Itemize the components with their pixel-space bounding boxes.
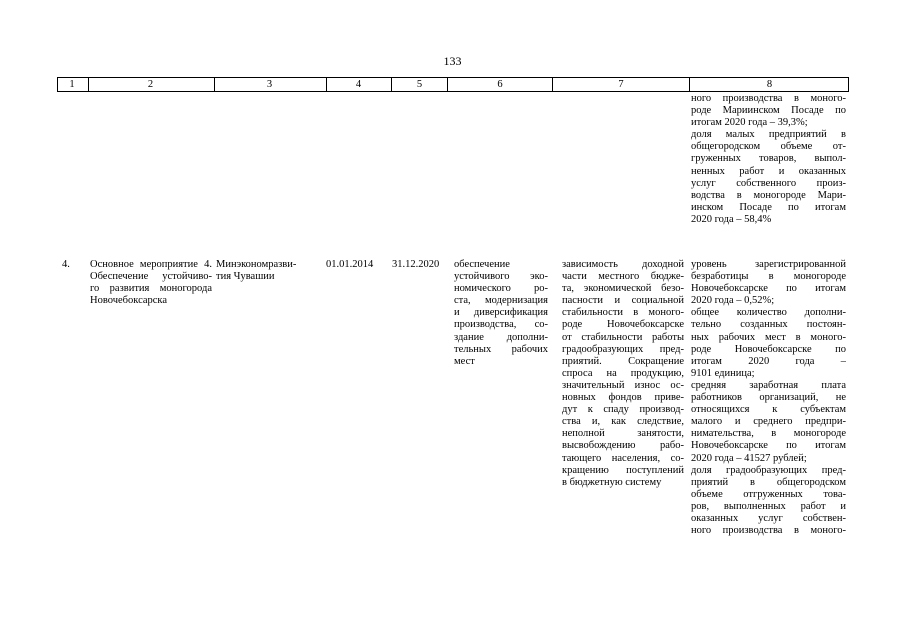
continued-col8-text: [691, 93, 846, 226]
text-line: ста, модернизация: [454, 295, 548, 307]
text-line: тельно созданных постоян-: [691, 319, 846, 331]
text-line: новных фондов приве-: [562, 392, 684, 404]
text-line: градообразующих пред-: [562, 343, 684, 355]
row-number: 4.: [62, 259, 70, 270]
header-col-5: 5: [416, 79, 423, 90]
text-line: го развития моногорода: [90, 283, 212, 295]
text-line: общее количество дополни-: [691, 307, 846, 319]
text-line: доля малых предприятий в: [691, 129, 846, 141]
text-line: мест: [454, 355, 475, 367]
text-line: значительный износ ос-: [562, 379, 684, 391]
header-divider: [848, 77, 849, 91]
text-line: роде Новочебоксарске: [562, 319, 684, 331]
end-date: 31.12.2020: [392, 259, 440, 270]
page-number: 133: [443, 54, 462, 68]
text-line: средняя заработная плата: [691, 379, 846, 391]
text-line: ного производства в моного-: [691, 93, 846, 104]
text-line: работников организаций, не: [691, 392, 846, 404]
text-line: безработицы в моногороде: [691, 271, 846, 283]
header-col-4: 4: [355, 79, 362, 90]
text-line: Основное мероприятие 4.: [90, 259, 212, 270]
header-divider: [689, 77, 690, 91]
header-col-6: 6: [497, 79, 503, 90]
header-col-7: 7: [618, 79, 624, 90]
text-line: спроса на продукцию,: [562, 367, 684, 379]
text-line: пасности и социальной: [562, 295, 684, 307]
text-line: Новочебоксарска: [90, 295, 168, 307]
expected-result: [454, 259, 548, 368]
text-line: дут к спаду производ-: [562, 404, 684, 416]
text-line: та, экономической безо-: [562, 283, 684, 295]
text-line: нимательства, в моногороде: [691, 428, 846, 440]
header-divider: [391, 77, 392, 91]
header-col-8: 8: [766, 79, 773, 90]
text-line: зависимость доходной: [562, 259, 684, 270]
text-line: высвобождению рабо-: [562, 440, 684, 452]
header-col-1: 1: [69, 79, 75, 90]
text-line: ных рабочих мест в моного-: [691, 331, 846, 343]
text-line: общегородском объеме от-: [691, 141, 846, 153]
header-divider: [326, 77, 327, 91]
header-divider: [88, 77, 89, 91]
text-line: 2020 года – 41527 рублей;: [691, 452, 807, 464]
text-line: Минэкономразви-: [216, 259, 297, 270]
text-line: тия Чувашии: [216, 271, 275, 283]
text-line: ства и, как следствие,: [562, 416, 684, 428]
text-line: приятий в общегородском: [691, 476, 846, 488]
text-line: устойчивого эко-: [454, 271, 548, 283]
text-line: роде Мариинском Посаде по: [691, 105, 846, 117]
text-line: Обеспечение устойчиво-: [90, 271, 212, 283]
measure-name: [90, 259, 212, 307]
text-line: в бюджетную систему: [562, 476, 662, 488]
text-line: ного производства в моного-: [691, 525, 846, 537]
text-line: итогам 2020 года –: [691, 355, 846, 367]
text-line: и диверсификация: [454, 307, 548, 319]
header-divider: [552, 77, 553, 91]
text-line: неполной занятости,: [562, 428, 684, 440]
header-col-3: 3: [266, 79, 273, 90]
text-line: номического ро-: [454, 283, 548, 295]
text-line: 2020 года – 58,4%: [691, 213, 772, 225]
text-line: относящихся к субъектам: [691, 404, 846, 416]
text-line: части местного бюдже-: [562, 271, 684, 283]
text-line: тающего населения, со-: [562, 452, 684, 464]
text-line: стабильности в моного-: [562, 307, 684, 319]
responsible-executor: [216, 259, 322, 283]
text-line: уровень зарегистрированной: [691, 259, 846, 270]
text-line: 9101 единица;: [691, 367, 755, 379]
text-line: малого и среднего предпри-: [691, 416, 846, 428]
text-line: обеспечение: [454, 259, 510, 270]
text-line: груженных товаров, выпол-: [691, 153, 846, 165]
text-line: ненных работ и оказанных: [691, 165, 846, 177]
text-line: Новочебоксарске по итогам: [691, 283, 846, 295]
text-line: доля градообразующих пред-: [691, 464, 846, 476]
text-line: здание дополни-: [454, 331, 548, 343]
text-line: роде Новочебоксарске по: [691, 343, 846, 355]
text-line: объеме отгруженных това-: [691, 488, 846, 500]
target-indicators: [691, 259, 846, 537]
text-line: услуг собственного произ-: [691, 177, 846, 189]
text-line: тельных рабочих: [454, 343, 548, 355]
header-divider: [214, 77, 215, 91]
text-line: итогам 2020 года – 39,3%;: [691, 117, 808, 129]
non-implementation-consequences: [562, 259, 684, 489]
text-line: ров, выполненных работ и: [691, 500, 846, 512]
text-line: приятий. Сокращение: [562, 355, 684, 367]
text-line: инском Посаде по итогам: [691, 201, 846, 213]
text-line: Новочебоксарске по итогам: [691, 440, 846, 452]
header-divider: [447, 77, 448, 91]
text-line: водства в моногороде Мари-: [691, 189, 846, 201]
text-line: производства, со-: [454, 319, 548, 331]
table-header-row: [57, 77, 849, 92]
header-divider: [57, 77, 58, 91]
header-col-2: 2: [147, 79, 154, 90]
text-line: кращению поступлений: [562, 464, 684, 476]
text-line: оказанных услуг собствен-: [691, 512, 846, 524]
start-date: 01.01.2014: [326, 259, 374, 270]
text-line: от стабильности работы: [562, 331, 684, 343]
text-line: 2020 года – 0,52%;: [691, 295, 775, 307]
